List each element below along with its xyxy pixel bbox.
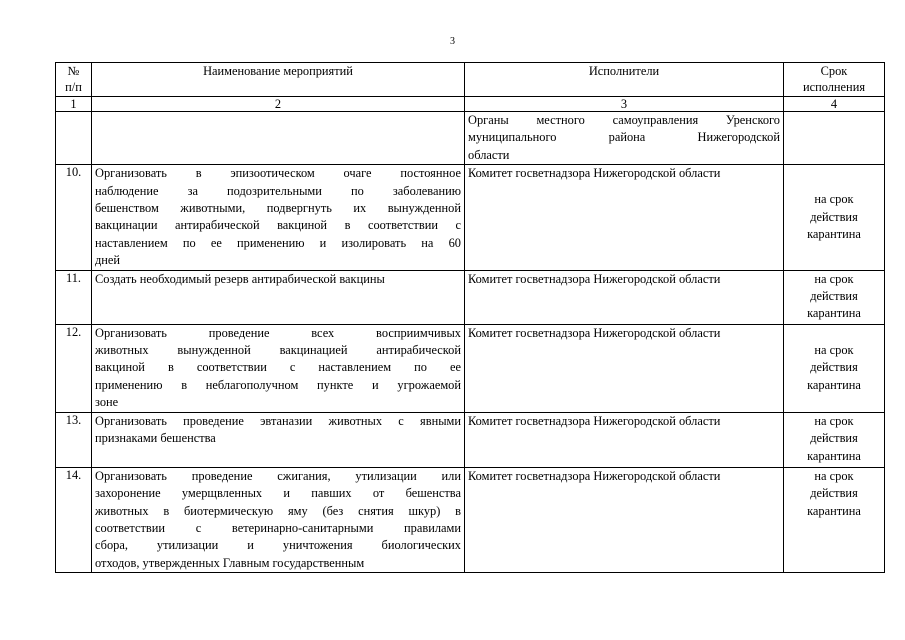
event-name-line: Создать необходимый резерв антирабической вакцины	[95, 271, 385, 286]
term	[784, 165, 885, 270]
table-row	[56, 324, 885, 412]
event-name-line: Организовать проведение всех восприимчивых	[95, 325, 461, 340]
term-line: на срок	[814, 413, 854, 428]
event-name-line: соответствии с ветеринарно-санитарными правилами	[95, 520, 461, 535]
event-name-line: дней	[95, 253, 121, 268]
column-index-cell: 1	[56, 97, 92, 112]
table-body	[56, 112, 885, 573]
row-number: 12.	[56, 324, 92, 412]
table-row	[56, 467, 885, 572]
event-name-line: зоне	[95, 395, 119, 410]
header-num-line2: п/п	[65, 80, 82, 94]
event-name-line: сбора, утилизации и уничтожения биологических	[95, 538, 461, 553]
event-name-line: Организовать в эпизоотическом очаге постоянное	[95, 166, 461, 181]
term-line: на срок	[814, 343, 854, 358]
page-number: 3	[450, 36, 455, 47]
executor-line: области	[468, 147, 510, 162]
term-line: на срок	[814, 192, 854, 207]
header-executors: Исполнители	[465, 63, 784, 97]
term-line: карантина	[807, 503, 861, 518]
event-name-line: животных в биотермическую яму (без снятия шкур) в	[95, 503, 461, 518]
column-index-cell: 2	[92, 97, 465, 112]
table-row	[56, 270, 885, 324]
row-number: 14.	[56, 467, 92, 572]
term-line: действия	[810, 289, 858, 304]
executor-line: Комитет госветнадзора Нижегородской области	[468, 271, 721, 286]
table-row	[56, 112, 885, 165]
term-line: действия	[810, 360, 858, 375]
row-number: 13.	[56, 412, 92, 467]
events-table	[55, 62, 885, 573]
event-name-line: наставлением по ее применению и изолировать на 60	[95, 235, 461, 250]
term	[784, 270, 885, 324]
executor	[465, 270, 784, 324]
event-name-line: Организовать проведение эвтаназии животных с явными	[95, 413, 461, 428]
header-num	[56, 63, 92, 97]
event-name	[92, 165, 465, 270]
header-name: Наименование мероприятий	[92, 63, 465, 97]
header-num-line1: №	[67, 64, 80, 78]
term-line: действия	[810, 209, 858, 224]
header-term	[784, 63, 885, 97]
event-name-line: Организовать проведение сжигания, утилизации или	[95, 468, 461, 483]
event-name	[92, 467, 465, 572]
header-row	[56, 63, 885, 97]
term-line: действия	[810, 486, 858, 501]
executor	[465, 112, 784, 165]
column-index-cell: 3	[465, 97, 784, 112]
term	[784, 412, 885, 467]
event-name-line: животных вынужденной вакцинацией антирабической	[95, 343, 461, 358]
event-name-line: бешенством животными, подвергнуть их вынужденной	[95, 201, 461, 216]
header-term-line2: исполнения	[802, 80, 866, 94]
executor-line: муниципального района Нижегородской	[468, 130, 780, 145]
term-line: действия	[810, 431, 858, 446]
term-line: карантина	[807, 377, 861, 392]
event-name-line: наблюдение за подозрительными по заболеванию	[95, 183, 461, 198]
executor	[465, 467, 784, 572]
executor	[465, 165, 784, 270]
event-name-line: отходов, утвержденных Главным государственным	[95, 555, 365, 570]
event-name-line: вакциной в соответствии с наставлением по ее	[95, 360, 461, 375]
executor-line: Комитет госветнадзора Нижегородской области	[468, 468, 721, 483]
event-name-line: захоронение умерщвленных и павших от бешенства	[95, 486, 461, 501]
table-row	[56, 165, 885, 270]
term-line: карантина	[807, 227, 861, 242]
term	[784, 467, 885, 572]
term	[784, 324, 885, 412]
term-line: карантина	[807, 306, 861, 321]
column-index-cell: 4	[784, 97, 885, 112]
row-number: 10.	[56, 165, 92, 270]
term-line: на срок	[814, 271, 854, 286]
term-line: карантина	[807, 448, 861, 463]
event-name-line: применению в неблагополучном пункте и угрожаемой	[95, 377, 461, 392]
executor-line: Органы местного самоуправления Уренского	[468, 113, 780, 127]
executor	[465, 324, 784, 412]
row-number	[56, 112, 92, 165]
executor-line: Комитет госветнадзора Нижегородской области	[468, 413, 721, 428]
executor-line: Комитет госветнадзора Нижегородской области	[468, 166, 721, 181]
executor	[465, 412, 784, 467]
column-index-row	[56, 97, 885, 112]
event-name-line: признаками бешенства	[95, 431, 216, 446]
term-line: на срок	[814, 468, 854, 483]
event-name-line: вакцинации антирабической вакциной в соответствии с	[95, 218, 461, 233]
term	[784, 112, 885, 165]
event-name	[92, 324, 465, 412]
table-row	[56, 412, 885, 467]
event-name	[92, 112, 465, 165]
executor-line: Комитет госветнадзора Нижегородской области	[468, 325, 721, 340]
event-name	[92, 270, 465, 324]
row-number: 11.	[56, 270, 92, 324]
event-name	[92, 412, 465, 467]
header-term-line1: Срок	[820, 64, 848, 78]
